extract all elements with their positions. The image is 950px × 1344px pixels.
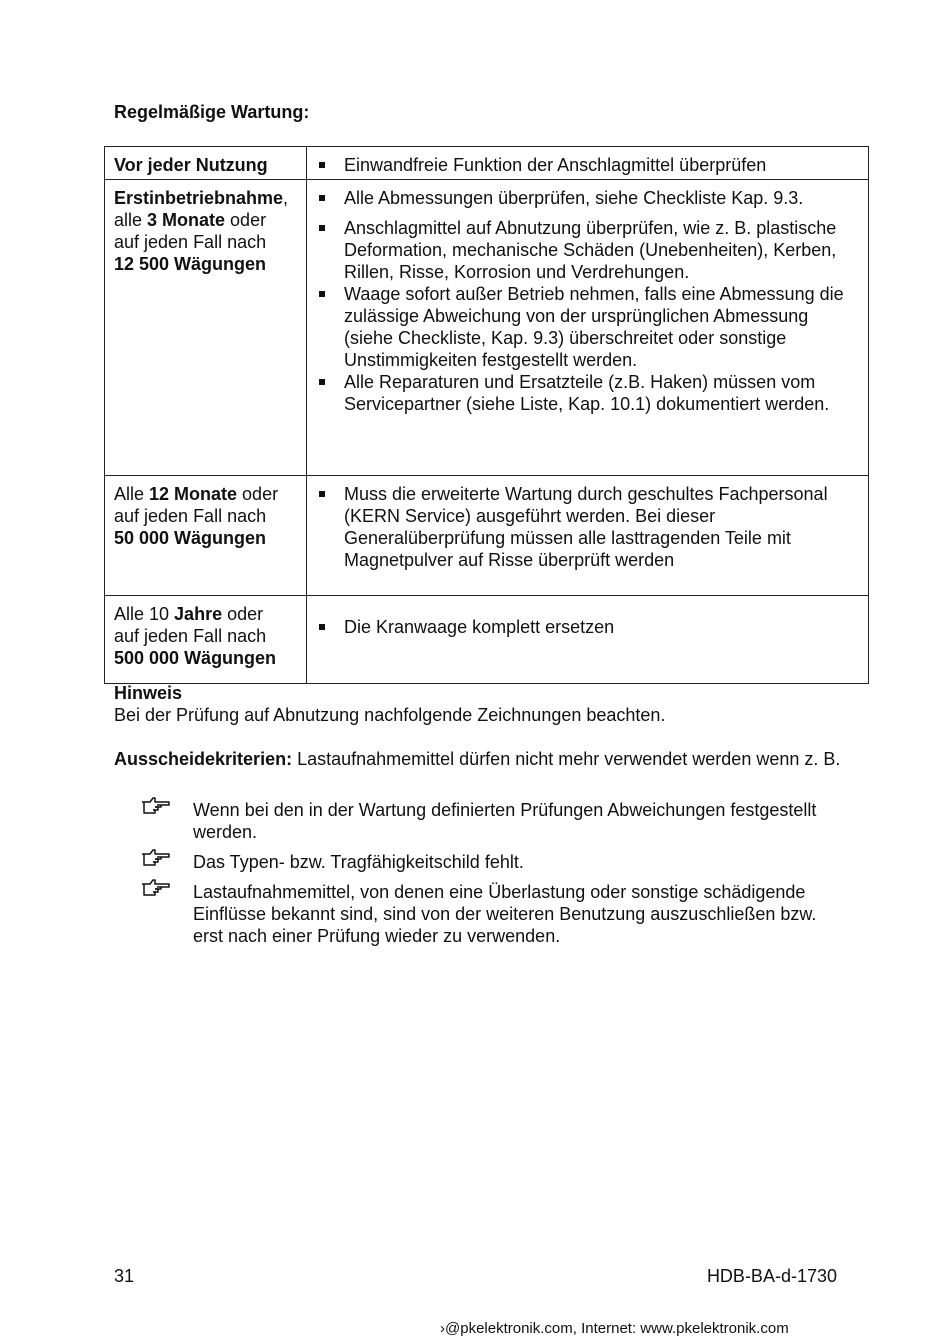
task-list xyxy=(316,154,860,176)
list-item: Lastaufnahmemittel, von denen eine Überlastung oder sonstige schädigende Einflüsse bekannt sind, sind von der weiteren Benutzung auszuschließen bzw. erst nach einer Prüfung wieder zu verwenden. xyxy=(140,881,820,947)
list-item: Alle Abmessungen überprüfen, siehe Checkliste Kap. 9.3. xyxy=(316,187,860,209)
list-item: Wenn bei den in der Wartung definierten Prüfungen Abweichungen festgestellt werden. xyxy=(140,799,820,843)
list-item: Anschlagmittel auf Abnutzung überprüfen, wie z. B. plastische Deformation, mechanische Schäden (Unebenheiten), Kerben, Rillen, Risse, Korrosion und Verdrehungen. xyxy=(316,217,860,283)
footer-contact: ›@pkelektronik.com, Internet: www.pkelektronik.com xyxy=(440,1320,789,1337)
task-cell xyxy=(307,596,869,684)
note-block xyxy=(114,682,854,726)
task-cell xyxy=(307,180,869,476)
criteria-list xyxy=(140,799,820,955)
exclusion-criteria-label: Ausscheidekriterien: xyxy=(114,749,293,769)
list-item: Waage sofort außer Betrieb nehmen, falls eine Abmessung die zulässige Abweichung von der ursprünglichen Abmessung (siehe Checkliste, Kap. 9.3) überschreitet oder sonstige Unstimmigkeiten festgestellt werden. xyxy=(316,283,860,371)
pointing-hand-icon xyxy=(140,877,172,899)
section-heading: Regelmäßige Wartung: xyxy=(114,102,310,122)
exclusion-criteria-intro xyxy=(114,748,854,770)
pointing-hand-icon xyxy=(140,847,172,869)
exclusion-criteria-text: Lastaufnahmemittel dürfen nicht mehr verwendet werden wenn z. B. xyxy=(292,749,841,769)
table-row xyxy=(105,180,869,476)
list-item: Alle Reparaturen und Ersatzteile (z.B. Haken) müssen vom Servicepartner (siehe Liste, Kap. 10.1) dokumentiert werden. xyxy=(316,371,860,415)
list-item: Das Typen- bzw. Tragfähigkeitschild fehlt. xyxy=(140,851,820,873)
table-row xyxy=(105,596,869,684)
interval-cell: Vor jeder Nutzung xyxy=(105,147,307,180)
task-list xyxy=(316,187,860,415)
task-cell xyxy=(307,147,869,180)
note-title: Hinweis xyxy=(114,683,183,703)
list-item: Muss die erweiterte Wartung durch geschultes Fachpersonal (KERN Service) ausgeführt werden. Bei dieser Generalüberprüfung müssen alle lasttragenden Teile mit Magnetpulver auf Risse überprüft werden xyxy=(316,483,860,571)
note-text: Bei der Prüfung auf Abnutzung nachfolgende Zeichnungen beachten. xyxy=(114,705,666,725)
list-item: Einwandfreie Funktion der Anschlagmittel überprüfen xyxy=(316,154,860,176)
task-list xyxy=(316,483,860,571)
task-list xyxy=(316,616,860,638)
interval-cell: Erstinbetriebnahme, alle 3 Monate oder auf jeden Fall nach 12 500 Wägungen xyxy=(105,180,307,476)
interval-cell: Alle 12 Monate oder auf jeden Fall nach 50 000 Wägungen xyxy=(105,476,307,596)
pointing-hand-icon xyxy=(140,795,172,817)
task-cell xyxy=(307,476,869,596)
table-row xyxy=(105,476,869,596)
maintenance-table xyxy=(104,146,869,684)
document-code: HDB-BA-d-1730 xyxy=(706,1266,837,1286)
interval-cell: Alle 10 Jahre oder auf jeden Fall nach 500 000 Wägungen xyxy=(105,596,307,684)
table-row xyxy=(105,147,869,180)
list-item: Die Kranwaage komplett ersetzen xyxy=(316,616,860,638)
page-number: 31 xyxy=(114,1266,135,1286)
